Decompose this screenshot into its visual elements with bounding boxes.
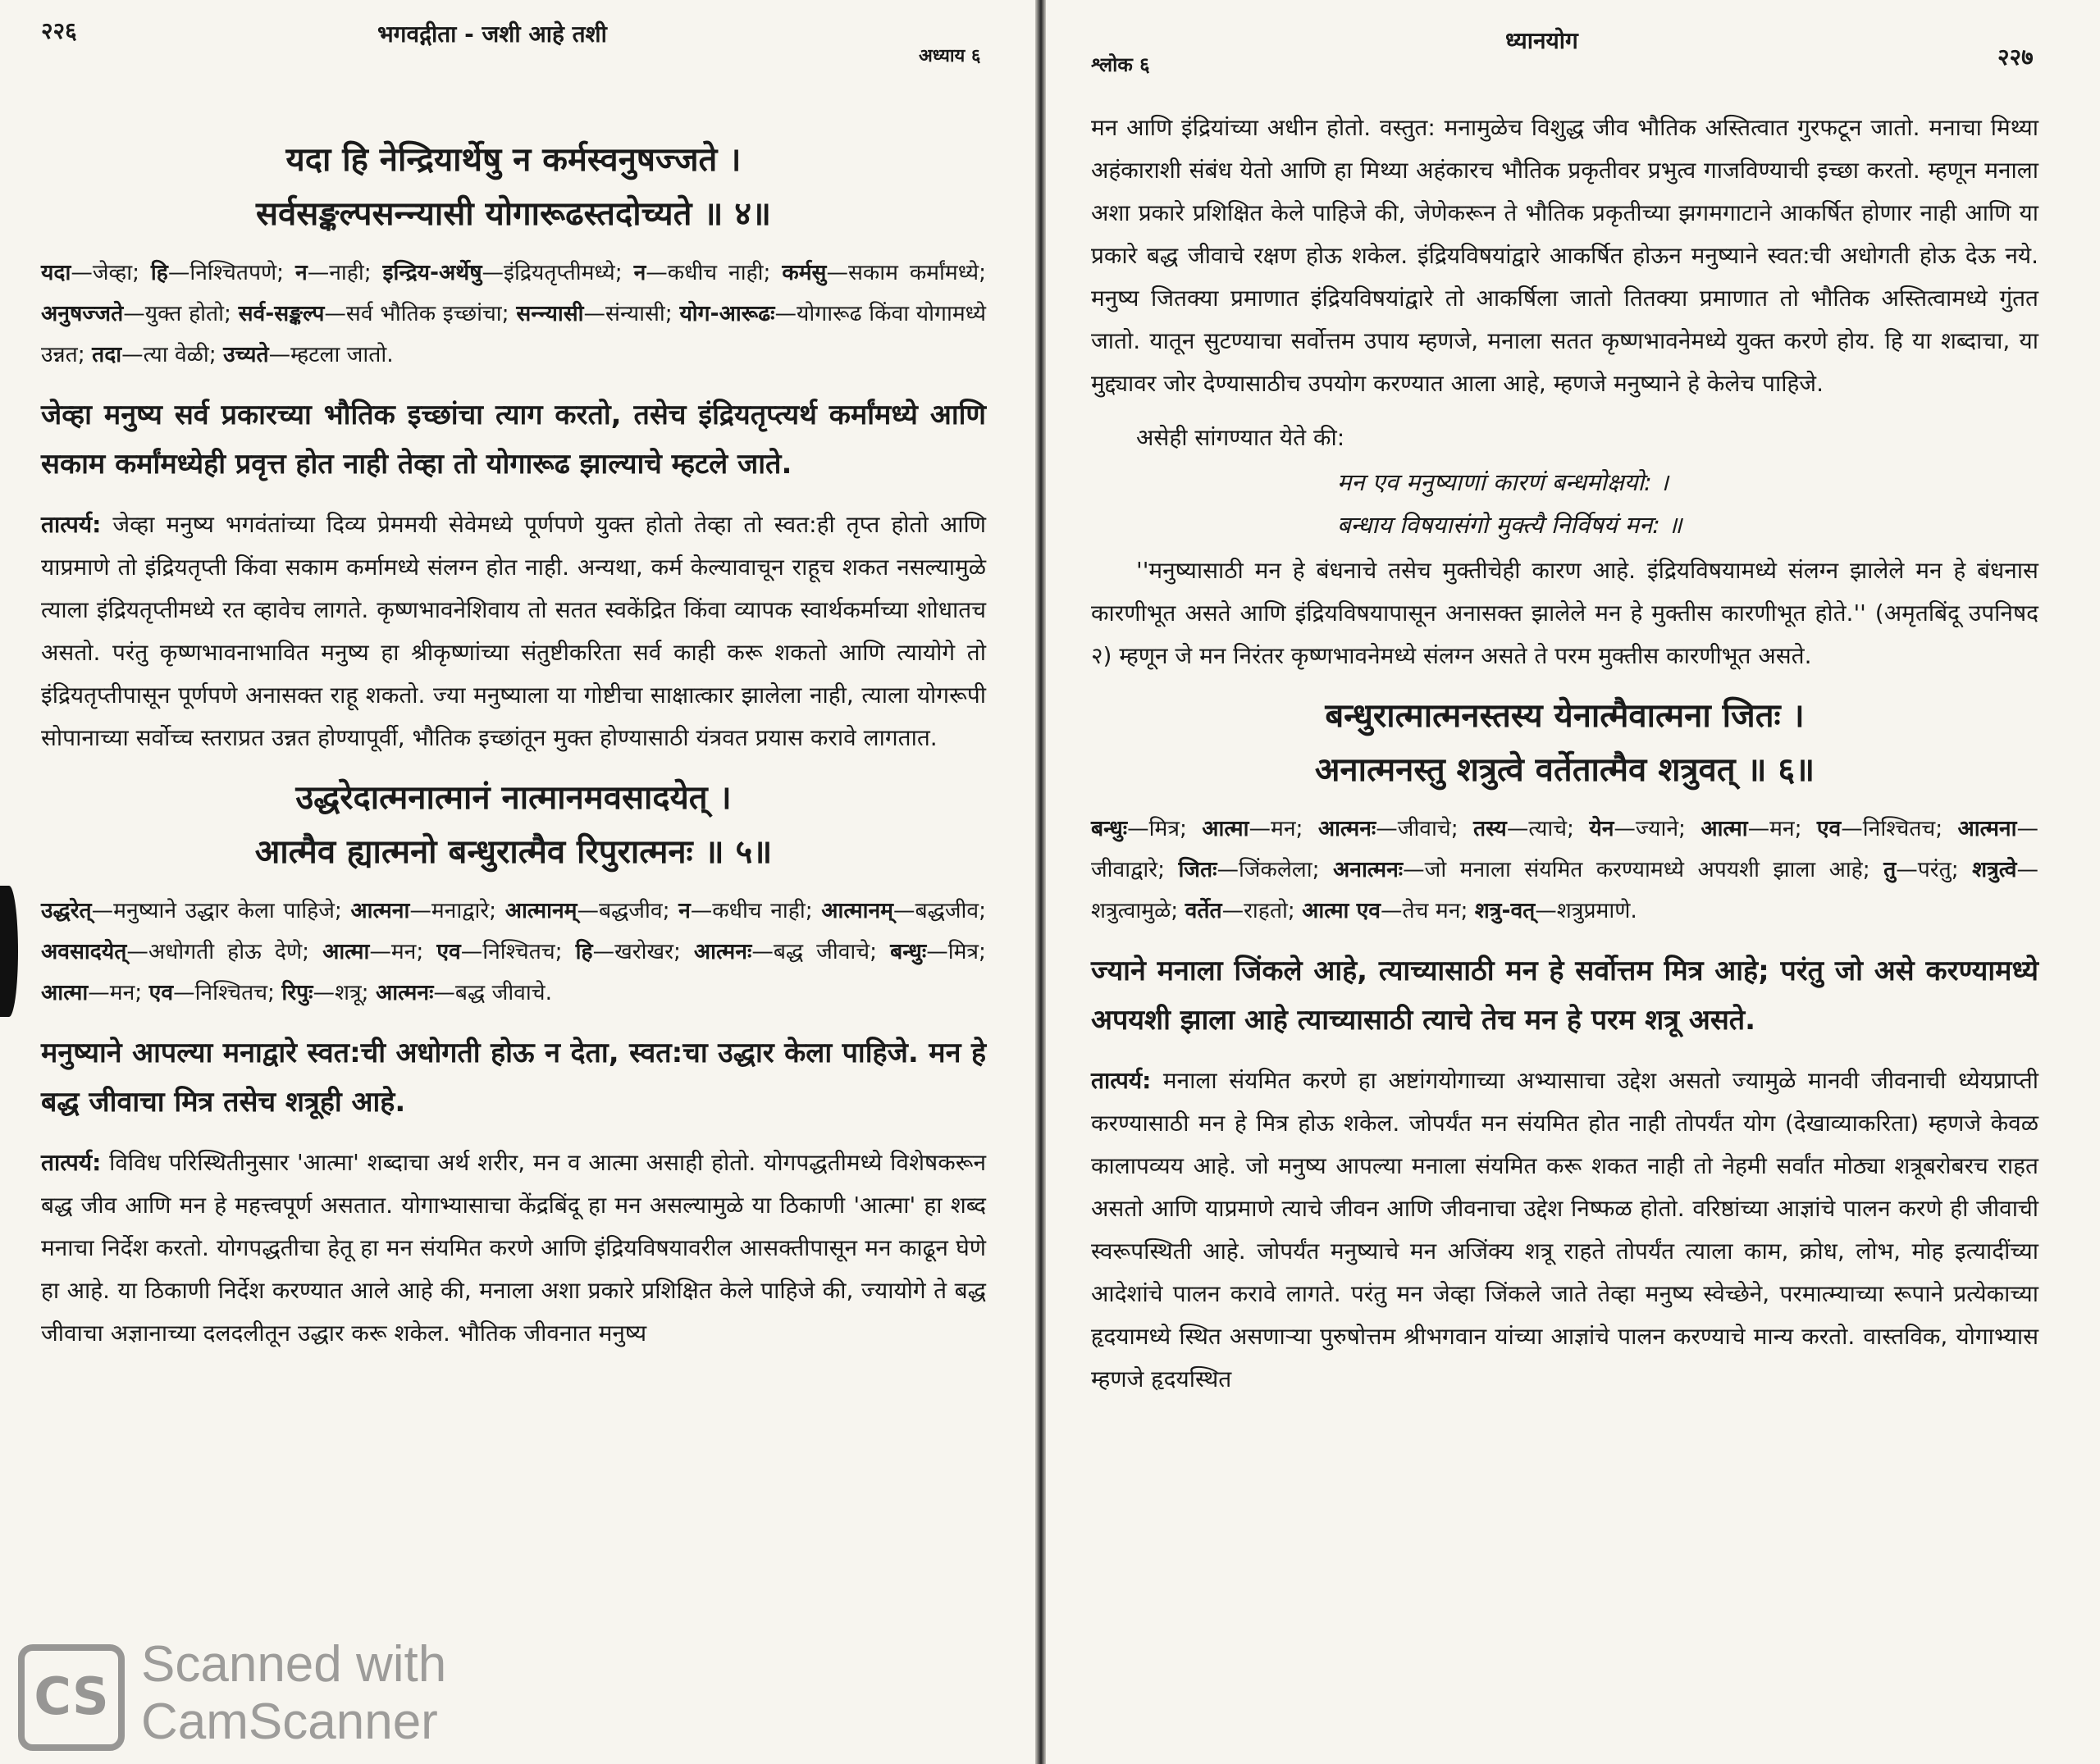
binding-shadow <box>0 886 18 1017</box>
verse-5-line-2: आत्मैव ह्यात्मनो बन्धुरात्मैव रिपुरात्मनः ॥ ५॥ <box>254 833 773 871</box>
term: न <box>633 260 646 285</box>
term: आत्मानम् <box>504 898 578 923</box>
verse-6-line-1: बन्धुरात्मात्मनस्तस्य येनात्मैवात्मना जितः । <box>1325 697 1805 735</box>
term: आत्मनः <box>1317 816 1376 841</box>
meaning: —बद्धजीव; <box>577 898 679 923</box>
meaning: —शत्रुप्रमाणे. <box>1535 898 1637 923</box>
right-running-title: ध्यानयोग <box>1505 27 1578 54</box>
word-meanings-5 <box>41 891 986 1014</box>
purport-label: तात्पर्य: <box>41 1149 102 1176</box>
term: आत्मना <box>1957 816 2017 841</box>
term: शत्रु-वत् <box>1474 898 1536 923</box>
meaning: —बद्धजीव; <box>893 898 987 923</box>
term: तस्य <box>1473 816 1507 841</box>
term: न <box>294 260 308 285</box>
meaning: —निश्चितच; <box>460 939 576 964</box>
meaning: —त्याचे; <box>1506 816 1590 841</box>
term: जितः <box>1178 857 1217 882</box>
camscanner-logo-icon: CS <box>18 1644 125 1751</box>
meaning: —इंद्रियतृप्तीमध्ये; <box>482 260 634 285</box>
term: कर्मसु <box>782 260 827 285</box>
purport-label: तात्पर्य: <box>1091 1067 1152 1094</box>
term: उच्यते <box>223 342 269 367</box>
meaning: —शत्रू; <box>313 980 376 1005</box>
word-meanings-6 <box>1091 809 2038 932</box>
meaning: —मित्र; <box>1127 816 1203 841</box>
term: आत्मा <box>1202 816 1249 841</box>
term: उद्धरेत् <box>41 898 92 923</box>
verse-5-sanskrit <box>41 771 986 879</box>
term: हि <box>150 260 168 285</box>
term: रिपुः <box>281 980 313 1005</box>
term: अनात्मनः <box>1332 857 1404 882</box>
quote-line-2: बन्धाय विषयासंगो मुक्त्यै निर्विषयं मन: ॥ <box>1337 511 1682 539</box>
term: आत्मा <box>1701 816 1748 841</box>
word-meanings-4 <box>41 253 986 376</box>
purport-label: तात्पर्य: <box>41 511 102 538</box>
meaning: —सर्व भौतिक इच्छांचा; <box>324 301 517 326</box>
verse-4-sanskrit <box>41 133 986 241</box>
meaning: —जीवाचे; <box>1376 816 1474 841</box>
term: योग-आरूढः <box>679 301 775 326</box>
meaning: —बद्ध जीवाचे. <box>433 980 553 1005</box>
meaning: —मनुष्याने उद्धार केला पाहिजे; <box>91 898 351 923</box>
term: न <box>678 898 691 923</box>
purport-6-text: मनाला संयमित करणे हा अष्टांगयोगाच्या अभ्यासाचा उद्देश असतो ज्यामुळे मानवी जीवनाची ध्येयप्राप्ती करण्यासाठी मन हे मित्र होऊ शकेल. जोपर्यंत मन संयमित होत नाही तोपर्यंत योग (देखाव्याकरिता) म्हणजे केवळ कालापव्यय आहे. जो मनुष्य आपल्या मनाला संयमित करू शकत नाही तो नेहमी सर्वांत मोठ्या शत्रूबरोबरच राहत असतो आणि याप्रमाणे त्याचे जीवन आणि जीवनाचा उद्देश निष्फळ होतो. वरिष्ठांच्या आज्ञांचे पालन करणे ही जीवाची स्वरूपस्थिती आहे. जोपर्यंत मनुष्याचे मन अजिंक्य शत्रू राहते तोपर्यंत त्याला काम, क्रोध, लोभ, मोह इत्यादींच्या आदेशांचे पालन करावे लागते. परंतु मन जेव्हा जिंकले जाते तेव्हा मनुष्य स्वेच्छेने, परमात्म्याच्या रूपाने प्रत्येकाच्या हृदयामध्ये स्थित असणाऱ्या पुरुषोत्तम श्रीभगवान यांच्या आज्ञांचे पालन करण्याचे मान्य करतो. वास्तविक, योगाभ्यास म्हणजे हृदयस्थित <box>1091 1067 2038 1393</box>
book-gutter <box>1035 0 1046 1764</box>
meaning: —कधीच नाही; <box>690 898 822 923</box>
term: अनुषज्जते <box>41 301 124 326</box>
left-page-number: २२६ <box>41 17 77 44</box>
term: सर्व-सङ्कल्प <box>238 301 325 326</box>
term: आत्मनः <box>375 980 434 1005</box>
term: इन्द्रिय-अर्थेषु <box>382 260 482 285</box>
meaning: —ज्याने; <box>1614 816 1701 841</box>
term: शत्रुत्वे <box>1972 857 2017 882</box>
verse-4-line-1: यदा हि नेन्द्रियार्थेषु न कर्मस्वनुषज्जते । <box>285 141 742 179</box>
meaning: —मनाद्वारे; <box>409 898 505 923</box>
meaning: —म्हटला जातो. <box>268 342 394 367</box>
term: आत्मा <box>322 939 370 964</box>
term: सन्न्यासी <box>516 301 584 326</box>
meaning: —परंतु; <box>1896 857 1973 882</box>
term: तु <box>1883 857 1897 882</box>
term: वर्तेत <box>1185 898 1222 923</box>
right-page-number: २२७ <box>1997 43 2034 71</box>
meaning: —तेच मन; <box>1381 898 1475 923</box>
meaning: —मन; <box>88 980 149 1005</box>
watermark-line-2: CamScanner <box>141 1693 438 1750</box>
verse-5-line-1: उद्धरेदात्मनात्मानं नात्मानमवसादयेत् । <box>295 779 732 817</box>
meaning: —जेव्हा; <box>71 260 151 285</box>
translation-6: ज्याने मनाला जिंकले आहे, त्याच्यासाठी मन हे सर्वोत्तम मित्र आहे; परंतु जो असे करण्यामध्ये अपयशी झाला आहे त्याच्यासाठी त्याचे तेच मन हे परम शत्रू असते. <box>1091 955 2038 1037</box>
meaning: —जीवाद्वारे; <box>1091 816 2038 882</box>
term: एव <box>1816 816 1842 841</box>
term: तदा <box>92 342 122 367</box>
camscanner-watermark <box>18 1636 527 1759</box>
meaning: —शत्रुत्वामुळे; <box>1091 857 2038 923</box>
quote-translation: ''मनुष्यासाठी मन हे बंधनाचे तसेच मुक्तीचेही कारण आहे. इंद्रियविषयामध्ये संलग्न झालेले मन हे बंधनास कारणीभूत असते आणि इंद्रियविषयापासून अनासक्त झालेले मन हे मुक्तीस कारणीभूत होते.'' (अमृतबिंदू उपनिषद २) म्हणून जे मन निरंतर कृष्णभावनेमध्ये संलग्न असते ते परम मुक्तीस कारणीभूत असते. <box>1091 557 2038 669</box>
meaning: —जो मनाला संयमित करण्यामध्ये अपयशी झाला आहे; <box>1403 857 1884 882</box>
upanishad-quote <box>1337 461 2038 546</box>
meaning: —नाही; <box>307 260 383 285</box>
quote-intro: असेही सांगण्यात येते की: <box>1136 424 1345 451</box>
right-page <box>1046 0 2100 1764</box>
term: आत्मा <box>41 980 89 1005</box>
meaning: —खरोखर; <box>592 939 694 964</box>
term: आत्मा एव <box>1302 898 1381 923</box>
watermark-text <box>141 1636 527 1751</box>
translation-5: मनुष्याने आपल्या मनाद्वारे स्वत:ची अधोगती होऊ न देता, स्वत:चा उद्धार केला पाहिजे. मन हे बद्ध जीवाचा मित्र तसेच शत्रूही आहे. <box>41 1037 986 1119</box>
term: आत्मना <box>350 898 410 923</box>
purport-5 <box>41 1142 986 1355</box>
term: आत्मनः <box>693 939 752 964</box>
term: बन्धुः <box>890 939 927 964</box>
meaning: —मित्र; <box>926 939 986 964</box>
purport-5-text: विविध परिस्थितीनुसार 'आत्मा' शब्दाचा अर्थ शरीर, मन व आत्मा असाही होतो. योगपद्धतीमध्ये विशेषकरून बद्ध जीव आणि मन हे महत्त्वपूर्ण असतात. योगाभ्यासाचा केंद्रबिंदू हा मन असल्यामुळे या ठिकाणी 'आत्मा' हा शब्द मनाचा निर्देश करतो. योगपद्धतीचा हेतू हा मन संयमित करणे आणि इंद्रियविषयावरील आसक्तीपासून मन काढून घेणे हा आहे. या ठिकाणी निर्देश करण्यात आले आहे की, मनाला अशा प्रकारे प्रशिक्षित केले पाहिजे की, ज्यायोगे ते बद्ध जीवाचा अज्ञानाच्या दलदलीतून उद्धार करू शकेल. भौतिक जीवनात मनुष्य <box>41 1149 987 1347</box>
purport-4-text: जेव्हा मनुष्य भगवंतांच्या दिव्य प्रेममयी सेवेमध्ये पूर्णपणे युक्त होतो तेव्हा तो स्वत:ही तृप्त होतो आणि याप्रमाणे तो इंद्रियतृप्ती किंवा सकाम कर्मामध्ये संलग्न होत नाही. अन्यथा, कर्म केल्यावाचून राहूच शकत नसल्यामुळे त्याला इंद्रियतृप्तीमध्ये रत व्हावेच लागते. कृष्णभावनेशिवाय तो सतत स्वकेंद्रित किंवा व्यापक स्वार्थकर्माच्या शोधातच असतो. परंतु कृष्णभावनाभावित मनुष्य हा श्रीकृष्णांच्या संतुष्टीकरिता सर्व काही करू शकतो आणि त्यायोगे तो इंद्रियतृप्तीपासून पूर्णपणे अनासक्त राहू शकतो. ज्या मनुष्याला या गोष्टीचा साक्षात्कार झालेला नाही, त्याला योगरूपी सोपानाच्या सर्वोच्च स्तराप्रत उन्नत होण्यापूर्वी, भौतिक इच्छांतून मुक्त होण्यासाठी यंत्रवत प्रयास करावे लागतात. <box>41 511 986 751</box>
verse-6-sanskrit <box>1091 689 2038 797</box>
meaning: —राहतो; <box>1221 898 1303 923</box>
translation-4: जेव्हा मनुष्य सर्व प्रकारच्या भौतिक इच्छांचा त्याग करतो, तसेच इंद्रियतृप्त्यर्थ कर्मांमध्ये आणि सकाम कर्मांमध्येही प्रवृत्त होत नाही तेव्हा तो योगारूढ झाल्याचे म्हटले जाते. <box>41 399 986 481</box>
meaning: —युक्त होतो; <box>123 301 239 326</box>
meaning: —मन; <box>1249 816 1318 841</box>
term: यदा <box>41 260 71 285</box>
term: आत्मानम् <box>821 898 894 923</box>
meaning: —निश्चितच; <box>173 980 282 1005</box>
quote-line-1: मन एव मनुष्याणां कारणं बन्धमोक्षयो: । <box>1337 468 1669 496</box>
meaning: —बद्ध जीवाचे; <box>751 939 891 964</box>
meaning: —जिंकलेला; <box>1217 857 1333 882</box>
term: बन्धुः <box>1091 816 1128 841</box>
purport-6 <box>1091 1060 2038 1401</box>
meaning: —कधीच नाही; <box>646 260 783 285</box>
verse-6-line-2: अनात्मनस्तु शत्रुत्वे वर्तेतात्मैव शत्रुवत् ॥ ६॥ <box>1314 751 1815 789</box>
meaning: —निश्चितच; <box>1841 816 1958 841</box>
watermark-line-1: Scanned with <box>141 1636 447 1693</box>
meaning: —मन; <box>369 939 437 964</box>
meaning: —योगारूढ किंवा योगामध्ये उन्नत; <box>41 301 986 367</box>
term: येन <box>1589 816 1614 841</box>
meaning: —मन; <box>1747 816 1817 841</box>
meaning: —अधोगती होऊ देणे; <box>126 939 323 964</box>
meaning: —सकाम कर्मांमध्ये; <box>826 260 987 285</box>
purport-4 <box>41 504 986 759</box>
meaning: —निश्चितपणे; <box>167 260 295 285</box>
term: हि <box>575 939 593 964</box>
term: एव <box>148 980 174 1005</box>
meaning: —त्या वेळी; <box>121 342 224 367</box>
purport-5-continued: मन आणि इंद्रियांच्या अधीन होतो. वस्तुत: मनामुळेच विशुद्ध जीव भौतिक अस्तित्वात गुरफटून जातो. मनाचा मिथ्या अहंकाराशी संबंध येतो आणि हा मिथ्या अहंकारच भौतिक प्रकृतीवर प्रभुत्व गाजविण्याची इच्छा करतो. म्हणून मनाला अशा प्रकारे प्रशिक्षित केले पाहिजे की, जेणेकरून ते भौतिक प्रकृतीच्या झगमगाटाने आकर्षित होणार नाही आणि या प्रकारे बद्ध जीवाचे रक्षण होऊ शकेल. इंद्रियविषयांद्वारे आकर्षित होऊन मनुष्याने स्वत:ची अधोगती होऊ देऊ नये. मनुष्य जितक्या प्रमाणात इंद्रियविषयांद्वारे तो आकर्षिला जातो तितक्या प्रमाणात तो भौतिक अस्तित्वामध्ये गुंतत जातो. यातून सुटण्याचा सर्वोत्तम उपाय म्हणजे, मनाला सतत कृष्णभावनेमध्ये युक्त करणे होय. हि या शब्दाचा, या मुद्द्यावर जोर देण्यासाठीच उपयोग करण्यात आला आहे, म्हणजे मनुष्याने हे केलेच पाहिजे. <box>1091 114 2038 397</box>
left-running-title: भगवद्गीता - जशी आहे तशी <box>377 21 607 48</box>
section-label: श्लोक ६ <box>1091 53 1150 76</box>
left-page <box>0 0 1035 1764</box>
meaning: —संन्यासी; <box>583 301 680 326</box>
verse-4-line-2: सर्वसङ्कल्पसन्न्यासी योगारूढस्तदोच्यते ॥ ४॥ <box>256 195 771 233</box>
chapter-label: अध्याय ६ <box>919 46 981 66</box>
term: एव <box>436 939 461 964</box>
term: अवसादयेत् <box>41 939 127 964</box>
